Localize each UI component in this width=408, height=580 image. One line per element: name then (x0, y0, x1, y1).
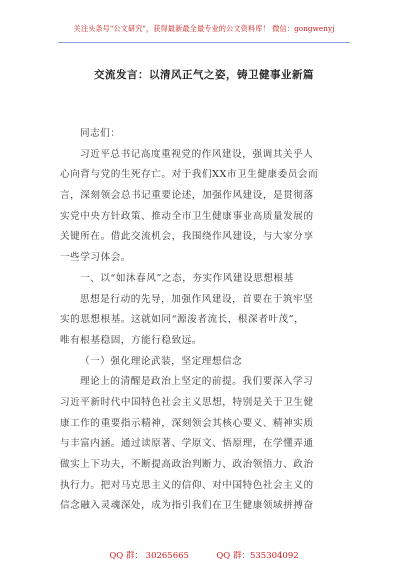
body-line: 实的思想根基。这就如同“源浚者流长，根深者叶茂”， (60, 314, 305, 326)
body-line: 一些学习体会。 (60, 252, 132, 264)
body-line: 关键所在。借此交流机会，我围绕作风建设，与大家分享 (60, 231, 314, 243)
body-line: 与丰富内涵。通过读原著、学原文、悟原理，在学懂弄通 (60, 438, 314, 450)
body-line: 信念融入灵魂深处，成为指引我们在卫生健康领域拼搏奋 (60, 500, 314, 512)
body-line: 思想是行动的先导，加强作风建设，首要在于筑牢坚 (80, 293, 314, 305)
qq-group-number: QQ 群：535304092 (216, 551, 299, 561)
body-line: 心向背与党的生死存亡。对于我们XX市卫生健康委员会而 (60, 169, 319, 181)
document-body (60, 124, 356, 517)
body-line: 唯有根基稳固，方能行稳致远。 (60, 334, 203, 346)
body-line: 执行力。把对马克思主义的信仰、对中国特色社会主义的 (60, 479, 314, 491)
footer-contact (0, 549, 408, 561)
body-line: 做实上下功夫，不断提高政治判断力、政治领悟力、政治 (60, 459, 314, 470)
subsection-heading: （一）强化理论武装，坚定理想信念 (80, 355, 243, 367)
document-title: 交流发言：以清风正气之姿，铸卫健事业新篇 (94, 69, 314, 81)
salutation: 同志们： (80, 128, 121, 139)
body-line: 言，深刻领会总书记重要论述，加强作风建设，是贯彻落 (60, 190, 314, 202)
body-line: 康工作的重要指示精神，深刻领会其核心要义、精神实质 (60, 417, 314, 429)
body-line: 习近平总书记高度重视党的作风建设，强调其关乎人 (80, 148, 314, 160)
header-divider (58, 42, 350, 43)
body-line: 实党中央方针政策、推动全市卫生健康事业高质量发展的 (60, 210, 314, 222)
section-heading: 一、以“如沐春风”之态，夯实作风建设思想根基 (80, 272, 294, 284)
body-line: 理论上的清醒是政治上坚定的前提。我们要深入学习 (80, 376, 314, 388)
header-banner: 关注头条号"公文研究"，获得最新最全最专业的公文资料库！ 微信：gongwenyj (73, 24, 335, 33)
qq-group-number: QQ 群： 30265665 (109, 551, 189, 561)
body-line: 习近平新时代中国特色社会主义思想，特别是关于卫生健 (60, 396, 314, 408)
